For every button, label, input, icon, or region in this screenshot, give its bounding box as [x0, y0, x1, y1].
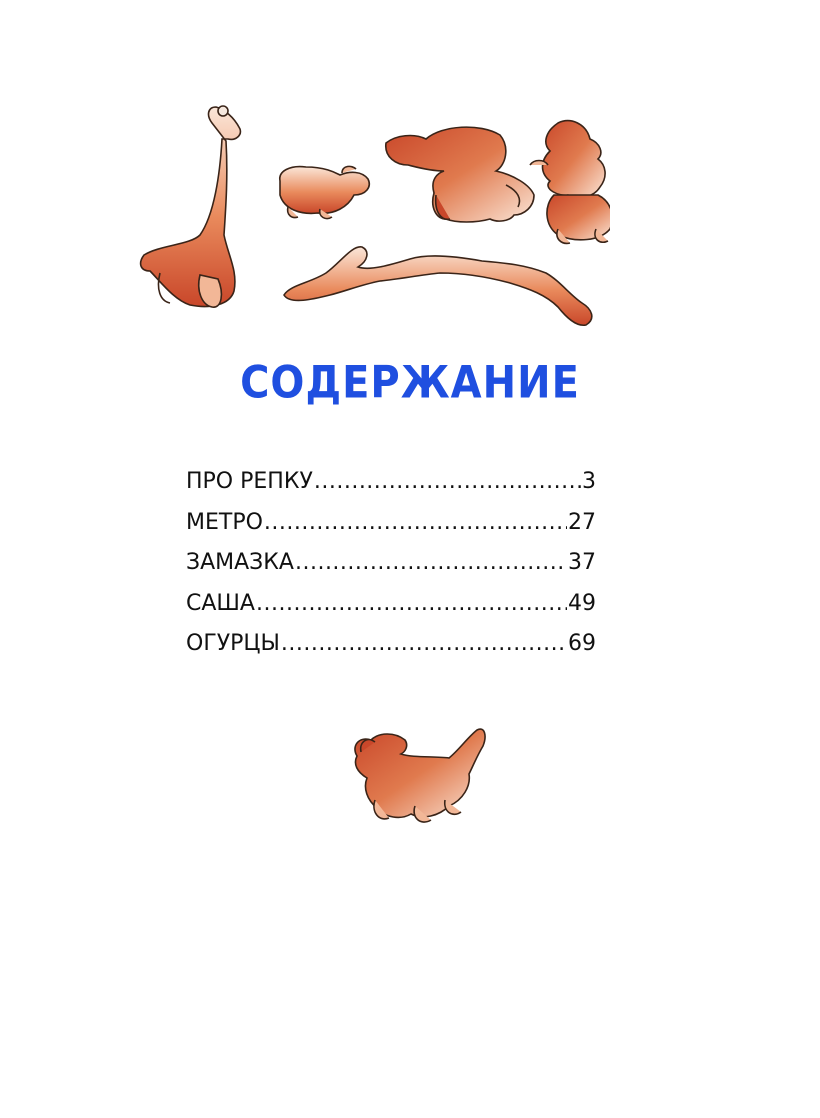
clay-animals-illustration: [130, 95, 610, 345]
toc-dot-leader: [281, 624, 567, 664]
toc-dot-leader: [314, 462, 581, 502]
toc-entry-page: 37: [568, 550, 596, 575]
clay-giraffe-icon: [141, 106, 241, 307]
page-title: СОДЕРЖАНИЕ: [240, 357, 580, 409]
toc-entry[interactable]: [186, 462, 596, 503]
clay-elephant-icon: [386, 127, 534, 222]
toc-entry-page: 69: [568, 631, 596, 656]
toc-entry[interactable]: [186, 503, 596, 544]
toc-dot-leader: [256, 584, 567, 624]
toc-entry-page: 27: [568, 509, 596, 535]
toc-entry-page: 49: [568, 590, 596, 616]
clay-dog-icon: [355, 729, 485, 822]
toc-entry[interactable]: [186, 624, 596, 665]
toc-entry-title: САША: [186, 590, 255, 616]
clay-piglet-icon: [280, 166, 369, 218]
toc-entry-title: ОГУРЦЫ: [186, 631, 280, 656]
clay-snake-icon: [284, 247, 592, 325]
table-of-contents: [186, 462, 596, 665]
toc-entry-page: 3: [582, 469, 596, 494]
toc-dot-leader: [264, 503, 567, 543]
clay-dog-illustration: [345, 722, 495, 832]
toc-entry-title: ЗАМАЗКА: [186, 550, 294, 575]
toc-entry[interactable]: [186, 584, 596, 625]
toc-entry-title: МЕТРО: [186, 509, 263, 535]
toc-entry[interactable]: [186, 543, 596, 584]
toc-entry-title: ПРО РЕПКУ: [186, 469, 313, 494]
toc-dot-leader: [295, 543, 567, 583]
clay-bear-icon: [530, 121, 610, 244]
